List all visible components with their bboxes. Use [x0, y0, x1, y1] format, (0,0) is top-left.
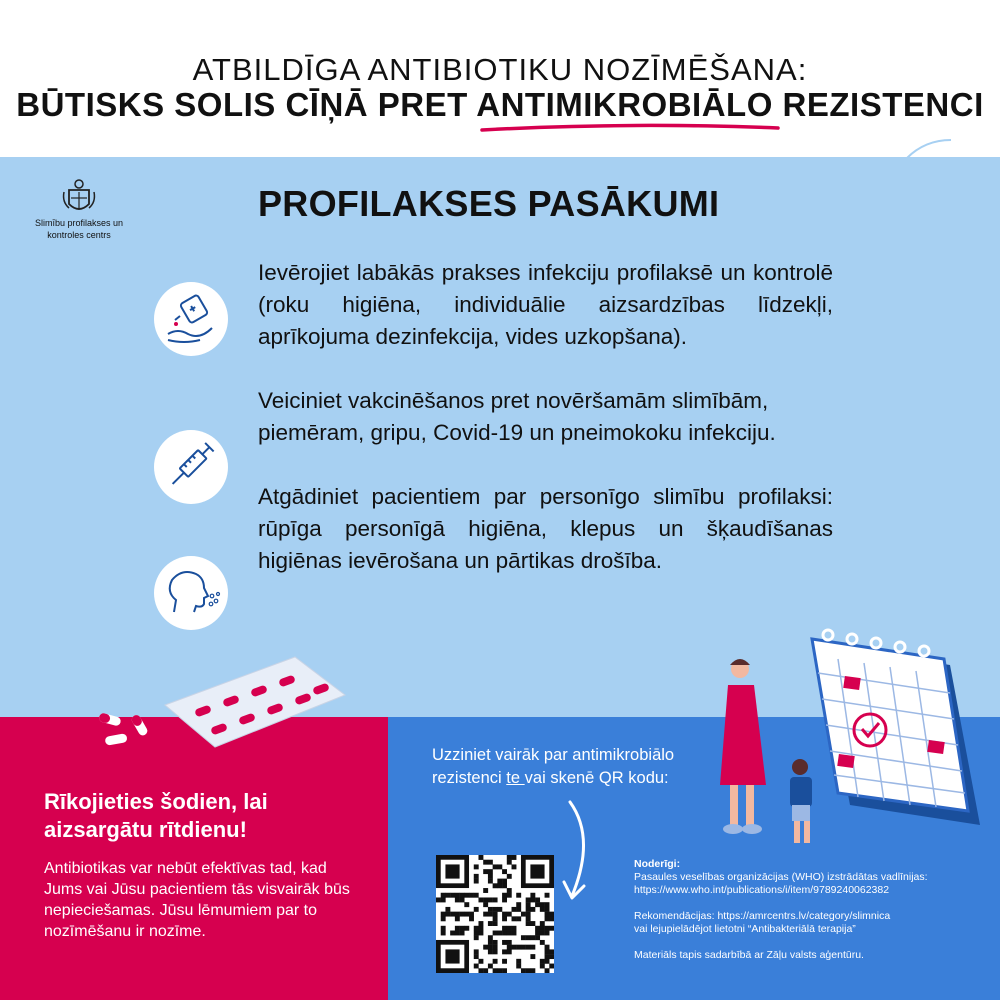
action-title: [44, 788, 364, 844]
notes-link-who[interactable]: https://www.who.int/publications/i/item/9789240062382: [634, 884, 890, 896]
coat-of-arms-icon: [61, 178, 97, 216]
notes-label: Noderīgi:: [634, 858, 681, 870]
prevention-item-1: Ievērojiet labākās prakses infekciju profilaksē un kontrolē (roku higiēna, individuālie aizsardzības līdzekļi, aprīkojuma dezinfekcija, vides uzkopšana).: [258, 260, 833, 349]
notes-line1: Pasaules veselības organizācijas (WHO) izstrādātas vadlīnijas:: [634, 871, 928, 883]
notes-line4: vai lejupielādējot lietotni “Antibakteriālā terapija”: [634, 923, 856, 935]
learn-more-part2: vai skenē QR kodu:: [524, 769, 669, 787]
prevention-item-2: Veiciniet vakcinēšanos pret novēršamām slimībām, piemēram, gripu, Covid-19 un pneimokoku infekciju.: [258, 388, 776, 445]
notes-line5: Materiāls tapis sadarbībā ar Zāļu valsts aģentūru.: [634, 949, 864, 961]
action-body: Antibiotikas var nebūt efektīvas tad, kad Jums vai Jūsu pacientiem tās visvairāk būs nepieciešamas. Jūsu lēmumiem par to nozīmēšanu ir nozīme.: [44, 860, 350, 940]
action-title-line2: aizsargātu rītdienu!: [44, 817, 247, 842]
learn-more-link[interactable]: te: [506, 769, 525, 787]
qr-code-pattern: [436, 855, 554, 973]
notes-line3[interactable]: Rekomendācijas: https://amrcentrs.lv/category/slimnica: [634, 910, 891, 922]
curved-arrow-icon: [552, 798, 602, 908]
prevention-item-3: Atgādiniet pacientiem par personīgo slimību profilaksi: rūpīga personīgā higiēna, klepus un šķaudīšanas higiēnas ievērošana un pārtikas drošība.: [258, 484, 833, 573]
learn-more-part1: Uzziniet vairāk par antimikrobiālo rezistenci: [432, 746, 675, 787]
action-title-line1: Rīkojieties šodien, lai: [44, 789, 268, 814]
header: [0, 0, 1000, 157]
syringe-icon: [154, 430, 228, 504]
underline-swoosh: [480, 118, 780, 138]
qr-code[interactable]: [436, 855, 554, 973]
calendar-family-illustration: [700, 615, 1000, 865]
pill-blister-illustration: [95, 655, 355, 755]
header-title-line1: ATBILDĪGA ANTIBIOTIKU NOZĪMĒŠANA:: [192, 52, 808, 87]
header-title-line2: BŪTISKS SOLIS CĪŅĀ PRET ANTIMIKROBIĀLO REZISTENCI: [16, 86, 984, 123]
logo-text-line1: Slimību profilakses un: [34, 218, 124, 228]
learn-more-text: [432, 744, 722, 790]
section-title: PROFILAKSES PASĀKUMI: [258, 183, 720, 224]
logo-text-line2: kontroles centrs: [47, 230, 111, 240]
useful-notes: [634, 858, 974, 962]
sneeze-icon: [154, 556, 228, 630]
hand-sanitizer-icon: [154, 282, 228, 356]
organization-logo: [34, 178, 124, 240]
